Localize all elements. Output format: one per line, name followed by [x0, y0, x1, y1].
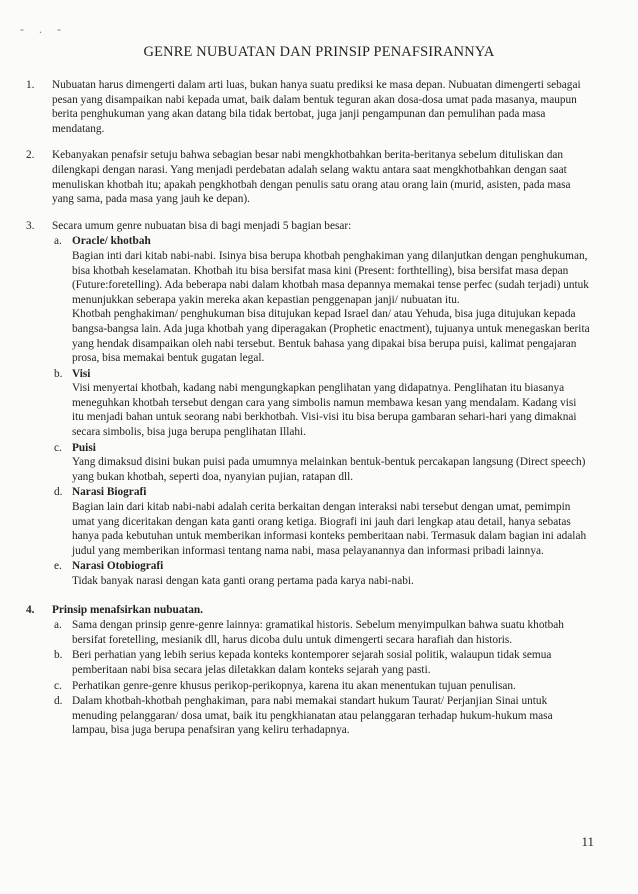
subsection-paragraph: Khotbah penghakiman/ penghukuman bisa ditujukan kepad Israel dan/ atau Yehuda, bisa juga ditujukan kepada bangsa-bangsa lain. Ada juga khotbah yang diperagakan (Prophetic enactment), tujuanya untuk menegaskan berita yang hendak disampaikan oleh nabi tersebut. Bentuk bahasa yang dipakai bisa berupa puisi, kalimat pengajaran prosa, bisa memakai bentuk gugatan legal. — [72, 308, 590, 365]
subsection-oracle — [52, 234, 591, 365]
subsection-heading: Oracle/ khotbah — [72, 235, 151, 248]
item-text: Secara umum genre nubuatan bisa di bagi menjadi 5 bagian besar: — [52, 219, 352, 232]
list-item-4 — [26, 603, 591, 738]
principle-a — [52, 618, 591, 647]
subsection-letter: c. — [54, 441, 62, 454]
subsection-heading: Narasi Biografi — [72, 486, 147, 499]
page-title: GENRE NUBUATAN DAN PRINSIP PENAFSIRANNYA — [143, 44, 495, 60]
principle-text: Perhatikan genre-genre khusus perikop-perikopnya, karena itu akan menentukan tujuan penulisan. — [72, 679, 516, 692]
item-text: Kebanyakan penafsir setuju bahwa sebagian besar nabi mengkhotbahkan berita-beritanya sebelum dituliskan dan dilengkapi dengan narasi. Yang menjadi perdebatan adalah selang waktu antara saat mengkhotbahkan dengan saat menuliskan khotbah itu; apakah pengkhotbah dengan penulis satu orang atau orang lain (murid, asisten, pada masa yang sama, pada masa yang jauh ke depan). — [52, 149, 571, 206]
subsection-paragraph: Bagian inti dari kitab nabi-nabi. Isinya bisa berupa khotbah penghakiman yang dilanjutkan dengan penghukuman, bisa khotbah keselamatan. Khotbah itu bisa bersifat masa kini (Present: forthtelling), bisa bersifat masa depan (Future:foretelling). Ada beberapa nabi dalam khotbah masa depannya memakai tense perfec (sudah terjadi) untuk menunjukkan seberapa yakin mereka akan kepastian penggenapan janji/ nubuatan itu. — [72, 249, 589, 306]
principle-b — [52, 648, 591, 677]
item-number: 1. — [26, 79, 35, 91]
subsection-letter: a. — [54, 235, 62, 248]
subsection-letter: d. — [54, 695, 63, 708]
subsection-paragraph: Tidak banyak narasi dengan kata ganti orang pertama pada karya nabi-nabi. — [72, 575, 414, 587]
subsection-letter: b. — [54, 649, 63, 662]
subsection-paragraph: Yang dimaksud disini bukan puisi pada umumnya melainkan bentuk-bentuk percakapan langsung (Direct speech) yang bukan khotbah, seperti doa, nyanyian pujian, ratapan dll. — [72, 456, 586, 483]
subsection-letter: c. — [54, 679, 62, 692]
item-number: 3. — [26, 219, 35, 232]
item-number: 2. — [26, 149, 35, 162]
principle-d — [52, 694, 591, 738]
list-item-1 — [26, 78, 591, 136]
corner-marks: - . - — [20, 22, 67, 36]
subsection-paragraph: Visi menyertai khotbah, kadang nabi mengungkapkan penglihatan yang didapatnya. Penglihatan itu biasanya meneguhkan khotbah tersebut dengan cara yang simbolis namun membawa kesan yang mendalam. Kadang visi itu menjadi bahan untuk seorang nabi berkhotbah. Visi-visi itu bisa berupa gambaran sehari-hari yang dimaknai secara simbolis, bisa juga berupa penglihatan Illahi. — [72, 382, 577, 439]
list-item-3 — [26, 219, 591, 589]
subsection-narasi-otobiografi — [52, 559, 591, 588]
principle-text: Sama dengan prinsip genre-genre lainnya: gramatikal historis. Sebelum menyimpulkan bahwa suatu khotbah bersifat foretelling, mesianik dll, harus dicoba dulu untuk dimengerti secara harafiah dan historis. — [72, 619, 564, 646]
item-heading: Prinsip menafsirkan nubuatan. — [52, 603, 203, 616]
subsection-heading: Puisi — [72, 441, 96, 454]
document-body — [26, 78, 591, 750]
principle-text: Beri perhatian yang lebih serius kepada konteks kontemporer sejarah sosial politik, walaupun tidak semua pemberitaan nabi bisa secara jelas diletakkan dalam konteks sejarah yang pasti. — [72, 649, 552, 676]
subsection-visi — [52, 367, 591, 440]
item-text: Nubuatan harus dimengerti dalam arti luas, bukan hanya suatu prediksi ke masa depan. Nubuatan dimengerti sebagai pesan yang disampaikan nabi kepada umat, baik dalam bentuk teguran akan dosa-dosa umat pada masanya, maupun berita penghukuman yang akan datang bila tidak bertobat, juga janji pengampunan dan pemulihan pada masa mendatang. — [52, 79, 581, 135]
principle-c — [52, 679, 591, 694]
principle-text: Dalam khotbah-khotbah penghakiman, para nabi memakai standart hukum Taurat/ Perjanjian Sinai untuk menuding pelanggaran/ dosa umat, baik itu pengkhianatan atau pelanggaran terhadap hukum-hukum masa lampau, bisa juga berupa penafsiran yang keliru terhadapnya. — [72, 695, 553, 737]
subsection-letter: b. — [54, 367, 63, 380]
subsection-heading: Narasi Otobiografi — [72, 560, 164, 573]
subsection-paragraph: Bagian lain dari kitab nabi-nabi adalah cerita berkaitan dengan interaksi nabi tersebut dengan umat, pemimpin umat yang diceritakan dengan kata ganti orang ketiga. Biografi ini jauh dari lengkap atau detail, hanya sebatas hanya pada kebutuhan untuk memberikan informasi konteks pemberitaan nabi. Termasuk dalam bagian ini adalah judul yang memberikan informasi tentang nama nabi, masa pelayanannya dan informasi pribadi lainnya. — [72, 501, 587, 557]
subsection-puisi — [52, 441, 591, 485]
page-number: 11 — [581, 834, 594, 849]
subsection-heading: Visi — [72, 367, 91, 380]
item-number: 4. — [26, 603, 35, 616]
subsection-narasi-biografi — [52, 485, 591, 558]
list-item-2 — [26, 148, 591, 206]
subsection-letter: e. — [54, 560, 62, 573]
subsection-letter: d. — [54, 486, 63, 499]
subsection-letter: a. — [54, 619, 62, 632]
